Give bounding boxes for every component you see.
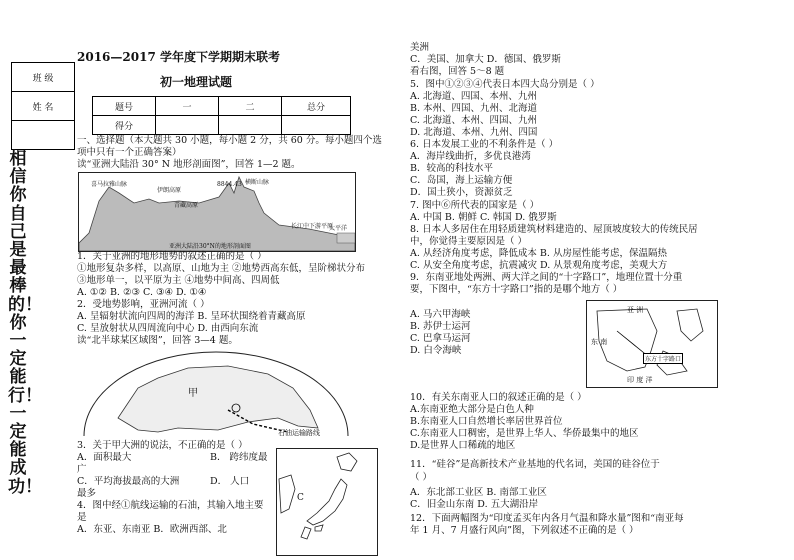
profile-caption: 亚洲大陆沿30°N的地形剖面图 xyxy=(169,243,251,250)
q2-stem: 2．受地势影响，亚洲河流（ ） xyxy=(77,299,210,310)
map-label-asia: 亚 洲 xyxy=(627,306,644,314)
q5-option-d: D. 北海道、本州、九州、四国 xyxy=(410,127,538,138)
q5-option-a: A. 北海道、四国、本州、九州 xyxy=(410,91,537,102)
q5-stem: 5．图中①②③④代表日本四大岛分别是（ ） xyxy=(410,79,600,90)
exam-subtitle: 初一地理试题 xyxy=(160,75,233,89)
q7-stem: 7. 图中⑥所代表的国家是（ ） xyxy=(410,200,540,211)
blank-cell xyxy=(12,121,75,150)
q9-stem-cont: 要，下图中，“东方十字路口”指的是哪个地方（ ） xyxy=(410,284,623,295)
q1-stem: 1．关于亚洲的地形地势的叙述正确的是（ ） xyxy=(77,251,267,262)
label-yangtze: 长江中下游平原 xyxy=(291,223,334,230)
motto-text: 相信你自己是最棒的！你一定能行！一定能成功！ xyxy=(8,149,42,497)
name-label: 姓 名 xyxy=(12,92,75,121)
q6-option-a: A．海岸线曲折，多优良港湾 xyxy=(410,151,531,162)
class-label: 班 级 xyxy=(12,63,75,92)
q2-options-cd: C. 呈放射状从四周流向中心 D. 由西向东流 xyxy=(77,323,259,334)
q3-option-d-cont: 最多 xyxy=(77,488,97,499)
score-cell xyxy=(156,116,219,135)
label-hengduan: 横断山脉 xyxy=(245,179,270,186)
continent-label: 甲 xyxy=(188,388,198,399)
southeast-asia-map xyxy=(586,300,718,388)
q6-option-d: D．国土狭小，资源贫乏 xyxy=(410,187,513,198)
q3-option-d: D． 人口 xyxy=(210,476,250,487)
label-everest: 8844.43 xyxy=(217,181,242,188)
q6-option-c: C．岛国，海上运输方便 xyxy=(410,175,513,186)
q5-option-c: C. 北海道、本州、四国、九州 xyxy=(410,115,537,126)
label-tibet: 青藏高原 xyxy=(174,202,199,209)
score-head-2: 二 xyxy=(219,97,282,116)
hemisphere-map xyxy=(78,348,354,438)
q4-options-cd: C．美国、加拿大 D．德国、俄罗斯 xyxy=(410,54,561,65)
q11-options-ab: A．东北部工业区 B. 南部工业区 xyxy=(410,487,547,498)
q9-option-b: B. 苏伊士运河 xyxy=(410,321,471,332)
q1-item-a: ①地形复杂多样，以高原、山地为主 ②地势西高东低，呈阶梯状分布 xyxy=(77,263,366,274)
q10-option-b: B.东南亚人口自然增长率居世界首位 xyxy=(410,416,563,427)
section-intro: 一、选择题（本大题共 30 小题，每小题 2 分，共 60 分。每小题四个选 xyxy=(77,135,382,146)
score-head-0: 题号 xyxy=(93,97,156,116)
score-cell xyxy=(219,116,282,135)
q8-stem-cont: 中，你觉得主要原因是（ ） xyxy=(410,236,528,247)
q10-option-c: C.东南亚人口稠密，是世界上华人、华侨最集中的地区 xyxy=(410,428,639,439)
q11-stem: 11．“硅谷”是高新技术产业基地的代名词，美国的硅谷位于 xyxy=(410,459,660,470)
q1-2-instruction: 读“亚洲大陆沿 30° N 地形剖面图”，回答 1—2 题。 xyxy=(77,159,301,170)
q10-stem: 10．有关东南亚人口的叙述正确的是（ ） xyxy=(410,392,587,403)
q3-stem: 3．关于甲大洲的说法，不正确的是（ ） xyxy=(77,440,248,451)
q8-stem: 8. 日本人多居住在用轻质建筑材料建造的、屋顶坡度较大的传统民居 xyxy=(410,224,698,235)
q11-blank: （ ） xyxy=(410,472,433,483)
eastern-crossroads-label: 东方十字路口 xyxy=(643,353,683,364)
q1-options: A. ①② B. ②③ C. ③④ D. ①④ xyxy=(77,287,207,298)
q9-option-c: C. 巴拿马运河 xyxy=(410,333,471,344)
q4-stem: 4．图中经①航线运输的石油，其输入地主要 xyxy=(77,500,264,511)
q10-option-a: A.东南亚绝大部分是白色人种 xyxy=(410,404,534,415)
q12-stem: 12．下面两幅图为“印度孟买年内各月气温和降水量”图和“南亚每 xyxy=(410,513,684,524)
q3-4-instruction: 读“北半球某区域图”，回答 3—4 题。 xyxy=(77,335,238,346)
q6-option-b: B．较高的科技水平 xyxy=(410,163,493,174)
q4-stem-cont: 是 xyxy=(77,512,87,523)
q9-option-d: D. 白令海峡 xyxy=(410,345,462,356)
map-label-se: 东 南 xyxy=(591,338,608,346)
q3-option-a: A．面积最大 xyxy=(77,452,132,463)
student-info-table xyxy=(11,62,75,150)
map-label-indian-ocean: 印 度 洋 xyxy=(627,376,653,384)
q3-option-c: C．平均海拔最高的大洲 xyxy=(77,476,180,487)
q10-option-d: D.是世界人口稀疏的地区 xyxy=(410,440,516,451)
q4-options: A．东亚、东南亚 B．欧洲西部、北 xyxy=(77,524,227,535)
q3-option-b: B． 跨纬度最 xyxy=(210,452,268,463)
q5-option-b: B. 本州、四国、九州、北海道 xyxy=(410,103,538,114)
score-row-label: 得分 xyxy=(93,116,156,135)
label-himalaya: 喜马拉雅山脉 xyxy=(91,181,128,188)
q11-options-cd: C．旧金山东南 D. 五大湖沿岸 xyxy=(410,499,539,510)
label-pacific: 太平洋 xyxy=(329,225,348,232)
q9-option-a: A. 马六甲海峡 xyxy=(410,309,471,320)
q7-options: A. 中国 B. 朝鲜 C. 韩国 D. 俄罗斯 xyxy=(410,212,557,223)
profile-figure xyxy=(78,172,356,252)
japan-map xyxy=(276,448,378,556)
q4-option-b-cont: 美洲 xyxy=(410,42,430,53)
q3-option-b-cont: 广 xyxy=(77,464,87,475)
oil-route-legend: 石油运输路线 xyxy=(278,429,320,437)
map-label-c: C xyxy=(297,493,304,503)
q8-options-cd: C. 从安全角度考虑，抗震减灾 D. 从景观角度考虑，美观大方 xyxy=(410,260,668,271)
score-head-3: 总分 xyxy=(282,97,351,116)
q5-8-instruction: 看右图，回答 5～8 题 xyxy=(410,66,505,77)
score-cell xyxy=(282,116,351,135)
q6-stem: 6. 日本发展工业的不利条件是（ ） xyxy=(410,139,559,150)
q2-options-ab: A. 呈辐射状流向四周的海洋 B. 呈环状围绕着青藏高原 xyxy=(77,311,306,322)
q12-stem-cont: 年 1 月、7 月盛行风向”图，下列叙述不正确的是（ ） xyxy=(410,525,639,536)
q1-item-b: ③地形单一，以平原为主 ④地势中间高、四周低 xyxy=(77,275,280,286)
score-table xyxy=(92,96,351,135)
score-head-1: 一 xyxy=(156,97,219,116)
q8-options-ab: A. 从经济角度考虑，降低成本 B. 从房屋性能考虑，保温隔热 xyxy=(410,248,667,259)
q9-stem: 9．东南亚地处两洲、两大洋之间的“十字路口”，地理位置十分重 xyxy=(410,272,683,283)
section-intro-2: 项中只有一个正确答案） xyxy=(77,147,182,158)
exam-title: 2016—2017 学年度下学期期末联考 xyxy=(77,50,280,64)
label-iran: 伊朗高原 xyxy=(157,187,182,194)
